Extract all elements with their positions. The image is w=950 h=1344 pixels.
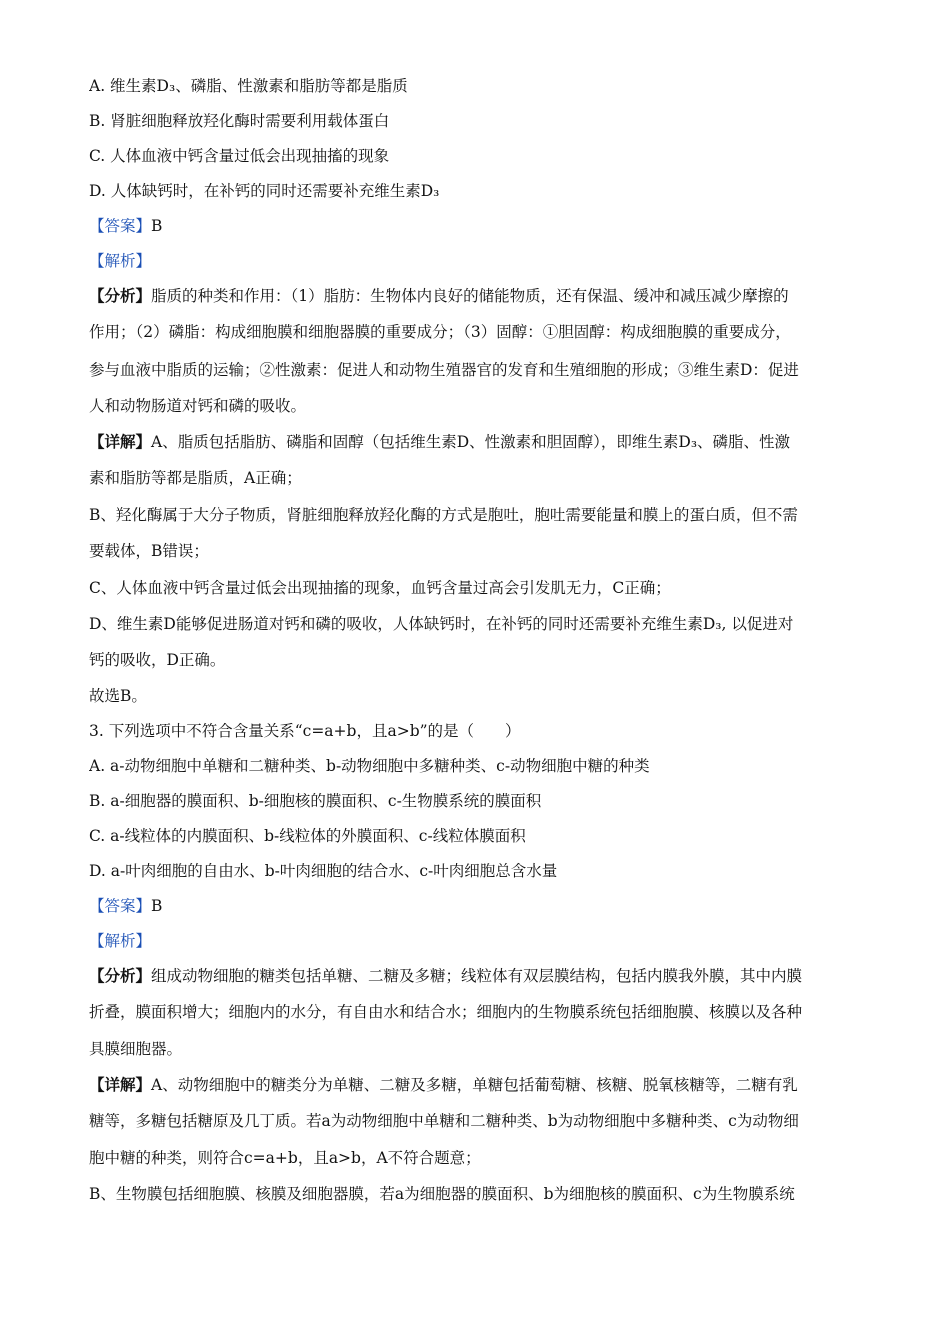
q2-analysis-heading	[89, 251, 861, 271]
q2-answer-tag: 【答案】	[89, 217, 152, 235]
q3-question: 3. 下列选项中不符合含量关系“c=a+b，且a>b”的是（ ）	[89, 722, 521, 740]
q2-detail-line	[89, 432, 861, 452]
q3-fenxi-line: 折叠，膜面积增大；细胞内的水分，有自由水和结合水；细胞内的生物膜系统包括细胞膜、核膜以及各种	[89, 1003, 803, 1021]
q2-option-d: D. 人体缺钙时，在补钙的同时还需要补充维生素D₃	[89, 182, 440, 200]
q2-answer	[89, 216, 861, 236]
q3-fenxi-line	[89, 966, 861, 986]
q3-detail-line: 糖等，多糖包括糖原及几丁质。若a为动物细胞中单糖和二糖种类、b为动物细胞中多糖种类、c为动物细	[89, 1112, 799, 1130]
q3-detail-line	[89, 1075, 861, 1095]
q2-fenxi-line: 参与血液中脂质的运输；②性激素：促进人和动物生殖器官的发育和生殖细胞的形成；③维生素D：促进	[89, 361, 799, 379]
q2-detail-text: A、脂质包括脂肪、磷脂和固醇（包括维生素D、性激素和胆固醇），即维生素D₃、磷脂、性激	[151, 433, 791, 451]
q3-answer	[89, 896, 861, 916]
q3-answer-tag: 【答案】	[89, 897, 152, 915]
q2-detail-line: B、羟化酶属于大分子物质，肾脏细胞释放羟化酶的方式是胞吐，胞吐需要能量和膜上的蛋白质，但不需	[89, 506, 798, 524]
q2-option-c: C. 人体血液中钙含量过低会出现抽搐的现象	[89, 147, 390, 165]
q2-option-a: A. 维生素D₃、磷脂、性激素和脂肪等都是脂质	[89, 77, 408, 95]
q2-fenxi-line: 作用；（2）磷脂：构成细胞膜和细胞器膜的重要成分；（3）固醇：①胆固醇：构成细胞膜的重要成分，	[89, 323, 791, 341]
q2-detail-line: D、维生素D能够促进肠道对钙和磷的吸收，人体缺钙时，在补钙的同时还需要补充维生素D₃, 以促进对	[89, 615, 794, 633]
q3-fenxi-text: 组成动物细胞的糖类包括单糖、二糖及多糖；线粒体有双层膜结构，包括内膜我外膜，其中内膜	[151, 967, 803, 985]
q3-answer-value: B	[151, 897, 163, 915]
q3-detail-text: A、动物细胞中的糖类分为单糖、二糖及多糖，单糖包括葡萄糖、核糖、脱氧核糖等，二糖有乳	[151, 1076, 798, 1094]
q2-fenxi-text: 脂质的种类和作用：（1）脂肪：生物体内良好的储能物质，还有保温、缓冲和减压减少摩擦的	[151, 287, 789, 305]
q3-option-d: D. a-叶肉细胞的自由水、b-叶肉细胞的结合水、c-叶肉细胞总含水量	[89, 862, 558, 880]
q3-analysis-heading	[89, 931, 861, 951]
q3-detail-tag: 【详解】	[89, 1075, 152, 1094]
q2-answer-value: B	[151, 217, 163, 235]
q3-option-b: B. a-细胞器的膜面积、b-细胞核的膜面积、c-生物膜系统的膜面积	[89, 792, 542, 810]
q3-fenxi-tag: 【分析】	[89, 966, 152, 985]
q2-analysis-tag: 【解析】	[89, 252, 152, 270]
q3-detail-line: B、生物膜包括细胞膜、核膜及细胞器膜，若a为细胞器的膜面积、b为细胞核的膜面积、c为生物膜系统	[89, 1185, 795, 1203]
q2-option-b: B. 肾脏细胞释放羟化酶时需要利用载体蛋白	[89, 112, 390, 130]
q2-conclusion: 故选B。	[89, 687, 147, 705]
q2-detail-tag: 【详解】	[89, 432, 152, 451]
q2-detail-line: 素和脂肪等都是脂质，A正确；	[89, 469, 302, 487]
q3-detail-line: 胞中糖的种类，则符合c=a+b，且a>b，A不符合题意；	[89, 1149, 481, 1167]
q2-detail-line: C、人体血液中钙含量过低会出现抽搐的现象，血钙含量过高会引发肌无力，C正确；	[89, 579, 671, 597]
q3-fenxi-line: 具膜细胞器。	[89, 1040, 183, 1058]
q2-detail-line: 钙的吸收，D正确。	[89, 651, 226, 669]
q2-fenxi-line	[89, 286, 861, 306]
q2-fenxi-line: 人和动物肠道对钙和磷的吸收。	[89, 397, 307, 415]
q2-detail-line: 要载体，B错误；	[89, 542, 209, 560]
q3-option-a: A. a-动物细胞中单糖和二糖种类、b-动物细胞中多糖种类、c-动物细胞中糖的种类	[89, 757, 650, 775]
q3-option-c: C. a-线粒体的内膜面积、b-线粒体的外膜面积、c-线粒体膜面积	[89, 827, 526, 845]
q3-analysis-tag: 【解析】	[89, 932, 152, 950]
q2-fenxi-tag: 【分析】	[89, 286, 152, 305]
